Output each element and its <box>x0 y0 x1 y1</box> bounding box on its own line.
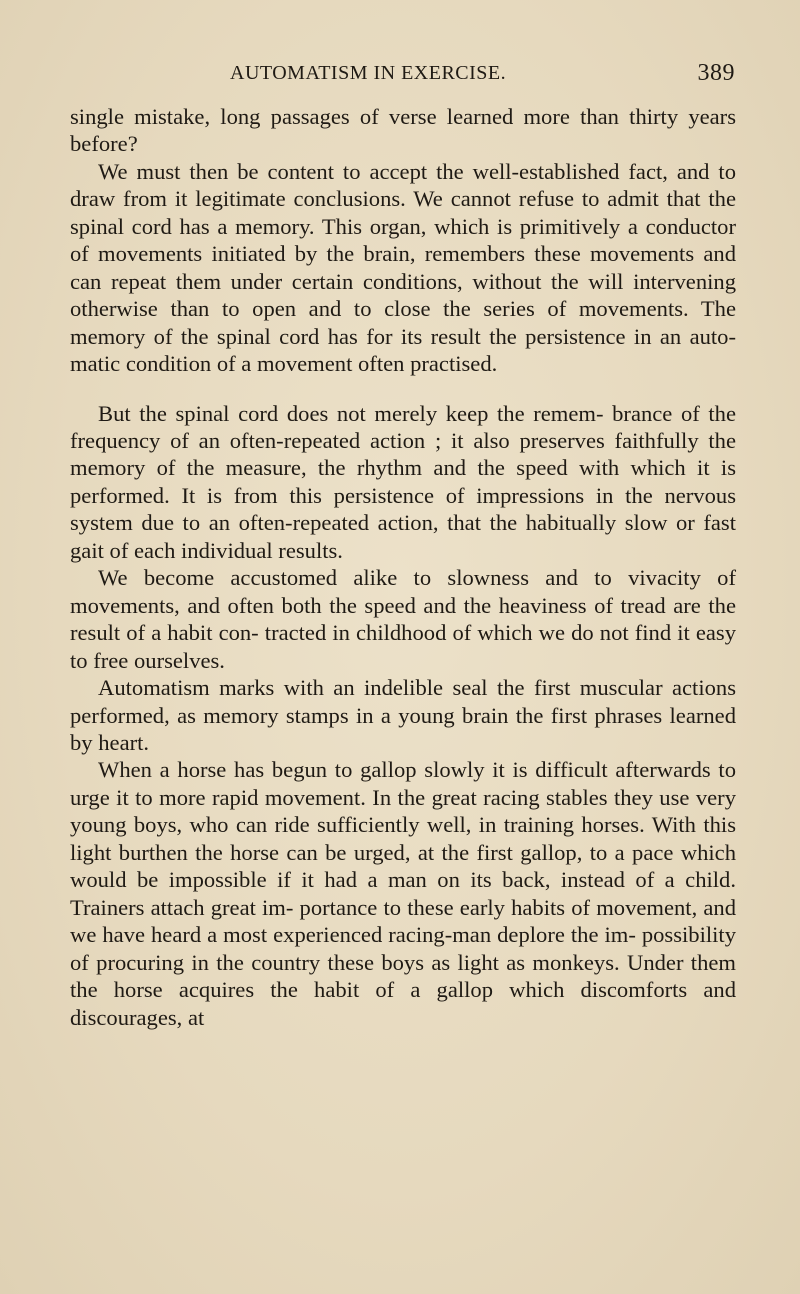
running-title: AUTOMATISM IN EXERCISE. <box>230 62 507 84</box>
body-text <box>70 103 736 1031</box>
paragraph-rhythm-speed: But the spinal cord does not merely keep the remem- brance of the frequency of an often-repeated action ; it also preserves faithfully the memory of the measure, the rhythm and the speed with which it is performed. It is from this persistence of impressions in the nervous system due to an often-repeated action, that the habitually slow or fast gait of each individual results. <box>70 400 736 563</box>
running-head <box>230 62 735 92</box>
paragraph-automatism-seal: Automatism marks with an indelible seal the first muscular actions performed, as memory stamps in a young brain the first phrases learned by heart. <box>70 675 736 755</box>
paragraph-habit-childhood: We become accustomed alike to slowness and to vivacity of movements, and often both the speed and the heaviness of tread are the result of a habit con- tracted in childhood of which we do not find it easy to free ourselves. <box>70 565 736 673</box>
paragraph-continued: single mistake, long passages of verse learned more than thirty years before? <box>70 104 736 157</box>
page-number: 389 <box>697 60 735 86</box>
paragraph-horse-gallop: When a horse has begun to gallop slowly it is difficult afterwards to urge it to more rapid movement. In the great racing stables they use very young boys, who can ride sufficiently well, in training horses. With this light burthen the horse can be urged, at the first gallop, to a pace which would be impossible if it had a man on its back, instead of a child. Trainers attach great im- portance to these early habits of movement, and we have heard a most experienced racing-man deplore the im- possibility of procuring in the country these boys as light as monkeys. Under them the horse acquires the habit of a gallop which discomforts and discourages, at <box>70 757 736 1030</box>
paragraph-spinal-memory: We must then be content to accept the well-established fact, and to draw from it legitimate conclusions. We cannot refuse to admit that the spinal cord has a memory. This organ, which is primitively a conductor of movements initiated by the brain, remembers these movements and can repeat them under certain conditions, without the will intervening otherwise than to open and to close the series of movements. The memory of the spinal cord has for its result the persistence in an auto- matic condition of a movement often practised. <box>70 158 736 377</box>
